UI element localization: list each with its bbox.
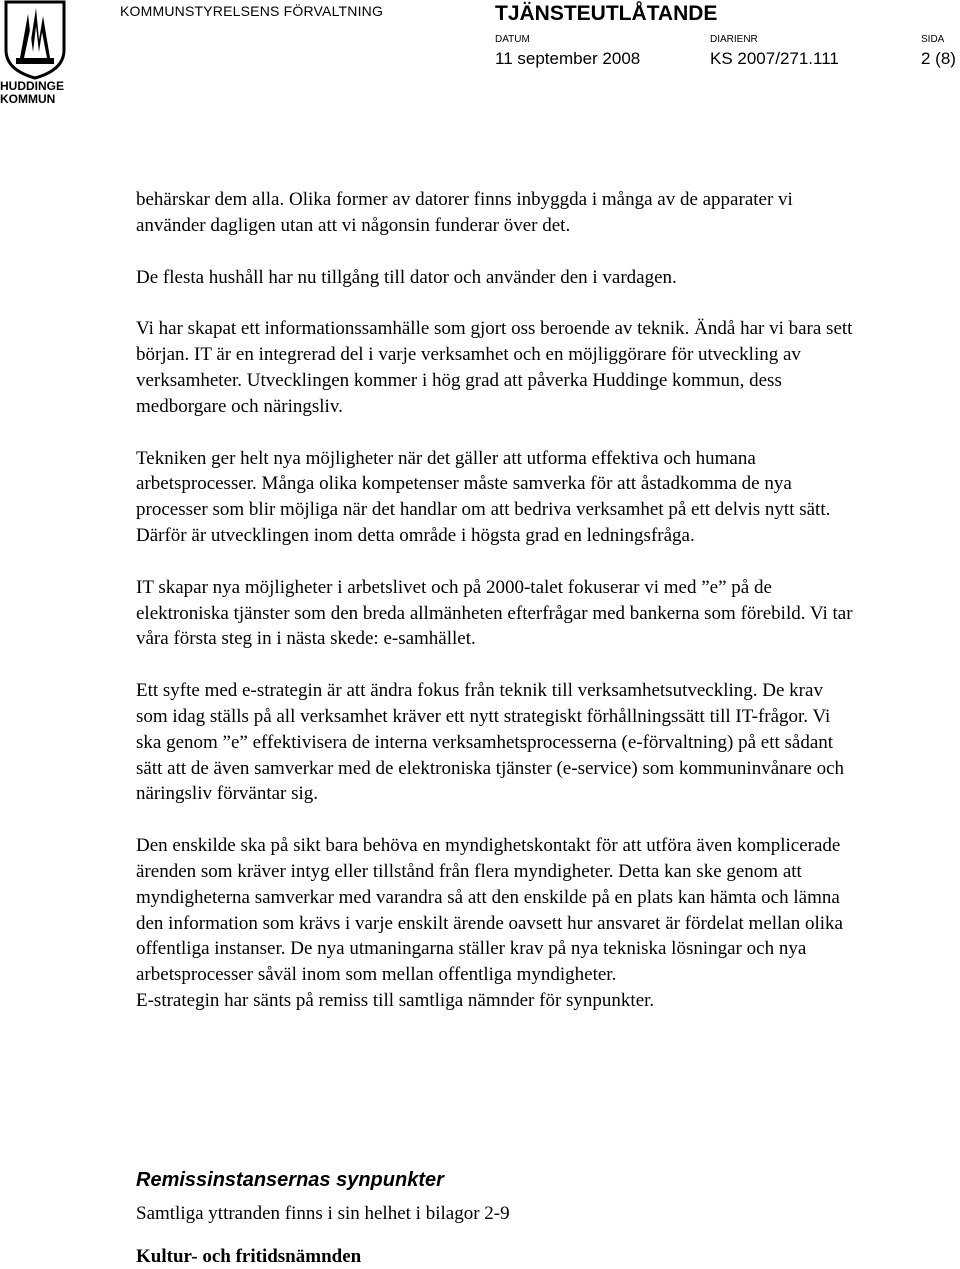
huddinge-logo [0,0,70,110]
organization-name: KOMMUNSTYRELSENS FÖRVALTNING [120,3,384,19]
section-subheading: Kultur- och fritidsnämnden [136,1246,362,1267]
paragraph: Tekniken ger helt nya möjligheter när det gäller att utforma effektiva och humana arbetsprocesser. Många olika kompetenser måste samverka för att åstadkomma de nya processer som blir möjliga när det handlar om att bedriva verksamhet på ett delvis nytt sätt. Därför är utvecklingen inom detta område i högsta grad en ledningsfråga. [136,447,831,546]
paragraph: IT skapar nya möjligheter i arbetslivet och på 2000-talet fokuserar vi med ”e” på de elektroniska tjänster som den breda allmänheten efterfrågar med bankerna som förebild. Vi tar våra första steg in i nästa skede: e-samhället. [136,576,853,650]
document-type: TJÄNSTEUTLÅTANDE [495,2,718,25]
paragraph: Vi har skapat ett informationssamhälle som gjort oss beroende av teknik. Ändå har vi bara sett början. IT är en integrerad del i varje verksamhet och en möjliggörare för utveckling av verksamheter. Utvecklingen kommer i hög grad att påverka Huddinge kommun, dess medborgare och näringsliv. [136,318,853,417]
coat-of-arms-icon [0,0,70,80]
logo-text-line1: HUDDINGE [0,79,65,93]
paragraph: De flesta hushåll har nu tillgång till dator och använder den i vardagen. [136,266,677,288]
date-label: DATUM [495,34,530,45]
date-value: 11 september 2008 [495,49,641,68]
paragraph: behärskar dem alla. Olika former av datorer finns inbyggda i många av de apparater vi använder dagligen utan att vi någonsin funderar över det. [136,189,793,236]
section-heading: Remissinstansernas synpunkter [136,1169,444,1191]
logo-text-line2: KOMMUN [0,92,56,106]
diarienr-value: KS 2007/271.111 [710,49,839,68]
logo-text [0,80,70,106]
page-label: SIDA [921,34,945,45]
paragraph: Den enskilde ska på sikt bara behöva en myndighetskontakt för att utföra även komplicerade ärenden som kräver intyg eller tillstånd från flera myndigheter. Detta kan ske genom att myndigheterna samverkar med varandra så att den enskilde på en plats kan hämta och lämna den information som krävs i varje enskilt ärende oavsett hur ansvaret är fördelat mellan olika offentliga instanser. De nya utmaningarna ställer krav på nya tekniska lösningar och nya arbetsprocesser såväl inom som mellan offentliga myndigheter. [136,835,843,986]
diarienr-label: DIARIENR [710,34,758,45]
section-text: Samtliga yttranden finns i sin helhet i bilagor 2-9 [136,1203,510,1224]
paragraph: E-strategin har sänts på remiss till samtliga nämnder för synpunkter. [136,989,655,1011]
document-body [136,187,856,1014]
page-value: 2 (8) [921,49,956,68]
paragraph: Ett syfte med e-strategin är att ändra fokus från teknik till verksamhetsutveckling. De krav som idag ställs på all verksamhet kräver ett nytt strategiskt förhållningssätt till IT-frågor. Vi ska genom ”e” effektivisera de interna verksamhetsprocesserna (e-förvaltning) på ett sådant sätt att de även samverkar med de elektroniska tjänster (e-service) som kommuninvånare och näringsliv förväntar sig. [136,680,845,805]
